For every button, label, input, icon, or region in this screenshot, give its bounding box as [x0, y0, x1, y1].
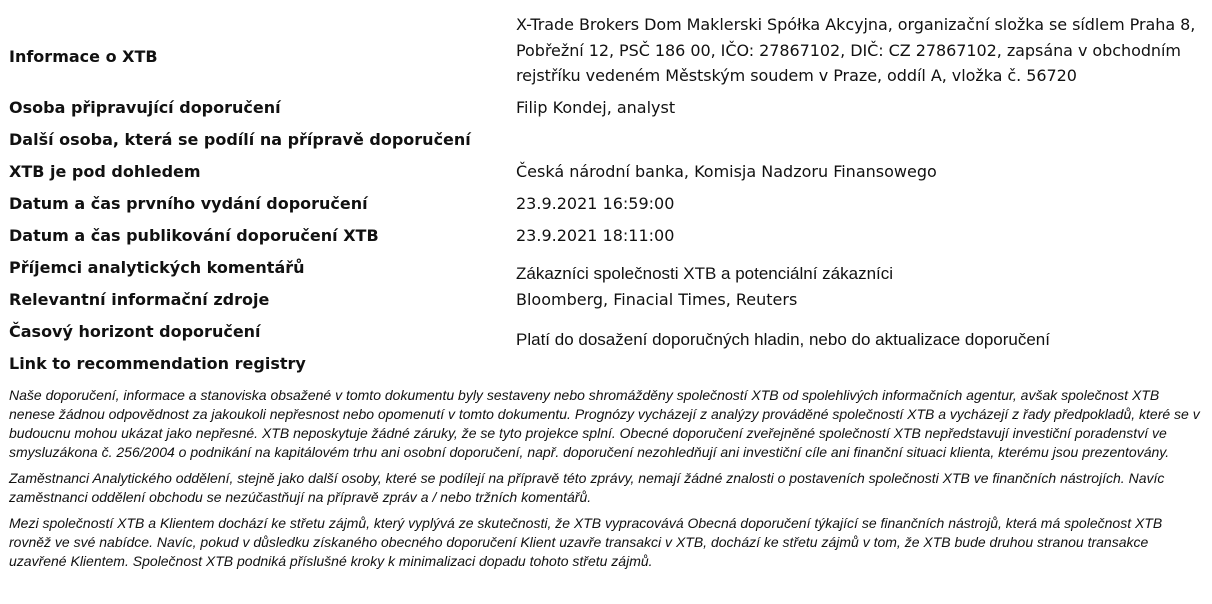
table-row-time-horizon — [9, 322, 1209, 354]
row-value: Filip Kondej, analyst — [516, 98, 676, 117]
row-label: Relevantní informační zdroje — [9, 290, 270, 309]
row-value: Česká národní banka, Komisja Nadzoru Finansowego — [516, 162, 937, 181]
row-label: Datum a čas publikování doporučení XTB — [9, 226, 379, 245]
row-label: Informace o XTB — [9, 47, 158, 66]
table-row-publish-date — [9, 226, 1209, 258]
table-row-supervision — [9, 162, 1209, 194]
disclaimer-paragraph: Naše doporučení, informace a stanoviska obsažené v tomto dokumentu byly sestaveny nebo shromážděny společností XTB od spolehlivých informačních agentur, avšak společnost XTB nenese žádnou odpovědnost za jakoukoli nepřesnost nebo opomenutí v tomto dokumentu. Prognózy vycházejí z analýzy prováděné společností XTB a vycházejí z řady předpokladů, které se v budoucnu mohou ukázat jako nepřesné. XTB neposkytuje žádné záruky, že se tyto projekce splní. Obecné doporučení zveřejněné společností XTB nepředstavují investiční poradenství ve smysluzákona č. 256/2004 o podnikání na kapitálovém trhu ani osobní doporučení, např. doporučení nezohledňují ani investiční cíle ani finanční situaci klienta, kterému jsou prezentovány. — [9, 387, 1200, 460]
info-table — [9, 16, 1209, 382]
row-value: X-Trade Brokers Dom Maklerski Spółka Akcyjna, organizační složka se sídlem Praha 8, Pobřežní 12, PSČ 186 00, IČO: 27867102, DIČ: CZ 27867102, zapsána v obchodním rejstříku vedeném Městským soudem v Praze, oddíl A, vložka č. 56720 — [516, 15, 1196, 85]
table-row-recipients — [9, 258, 1209, 290]
row-value: 23.9.2021 16:59:00 — [516, 194, 675, 213]
row-value: 23.9.2021 18:11:00 — [516, 226, 675, 245]
row-value: Zákazníci společnosti XTB a potenciální zákazníci — [516, 264, 894, 283]
row-label: Osoba připravující doporučení — [9, 98, 281, 117]
table-row-sources — [9, 290, 1209, 322]
row-label: Link to recommendation registry — [9, 354, 306, 373]
table-row-author — [9, 98, 1209, 130]
row-value: Platí do dosažení doporučných hladin, nebo do aktualizace doporučení — [516, 330, 1050, 349]
disclaimer-paragraph: Zaměstnanci Analytického oddělení, stejně jako další osoby, které se podílejí na přípravě této zprávy, nemají žádné znalosti o postaveních společnosti XTB ve finančních nástrojích. Navíc zaměstnanci oddělení obchodu se nezúčastňují na přípravě zpráv a / nebo tržních komentářů. — [9, 470, 1165, 505]
disclaimer-paragraph: Mezi společností XTB a Klientem dochází ke střetu zájmů, který vyplývá ze skutečnosti, že XTB vypracovává Obecná doporučení týkající se finančních nástrojů, která má společnost XTB rovněž ve své nabídce. Navíc, pokud v důsledku získaného obecného doporučení Klient uzavře transakci v XTB, dochází ke střetu zájmů v tom, že XTB bude druhou stranou transakce uzavřené Klientem. Společnost XTB podniká příslušné kroky k minimalizaci dopadu tohoto střetu zájmů. — [9, 515, 1163, 569]
row-label: Příjemci analytických komentářů — [9, 258, 305, 277]
table-row-other-person — [9, 130, 1209, 162]
table-row-xtb-info — [9, 16, 1209, 98]
table-row-registry-link — [9, 354, 1209, 382]
row-label: Časový horizont doporučení — [9, 322, 261, 341]
row-label: Další osoba, která se podílí na přípravě doporučení — [9, 130, 471, 149]
table-row-first-issue-date — [9, 194, 1209, 226]
row-label: XTB je pod dohledem — [9, 162, 201, 181]
disclaimer — [9, 386, 1201, 578]
row-label: Datum a čas prvního vydání doporučení — [9, 194, 368, 213]
row-value: Bloomberg, Finacial Times, Reuters — [516, 290, 798, 309]
